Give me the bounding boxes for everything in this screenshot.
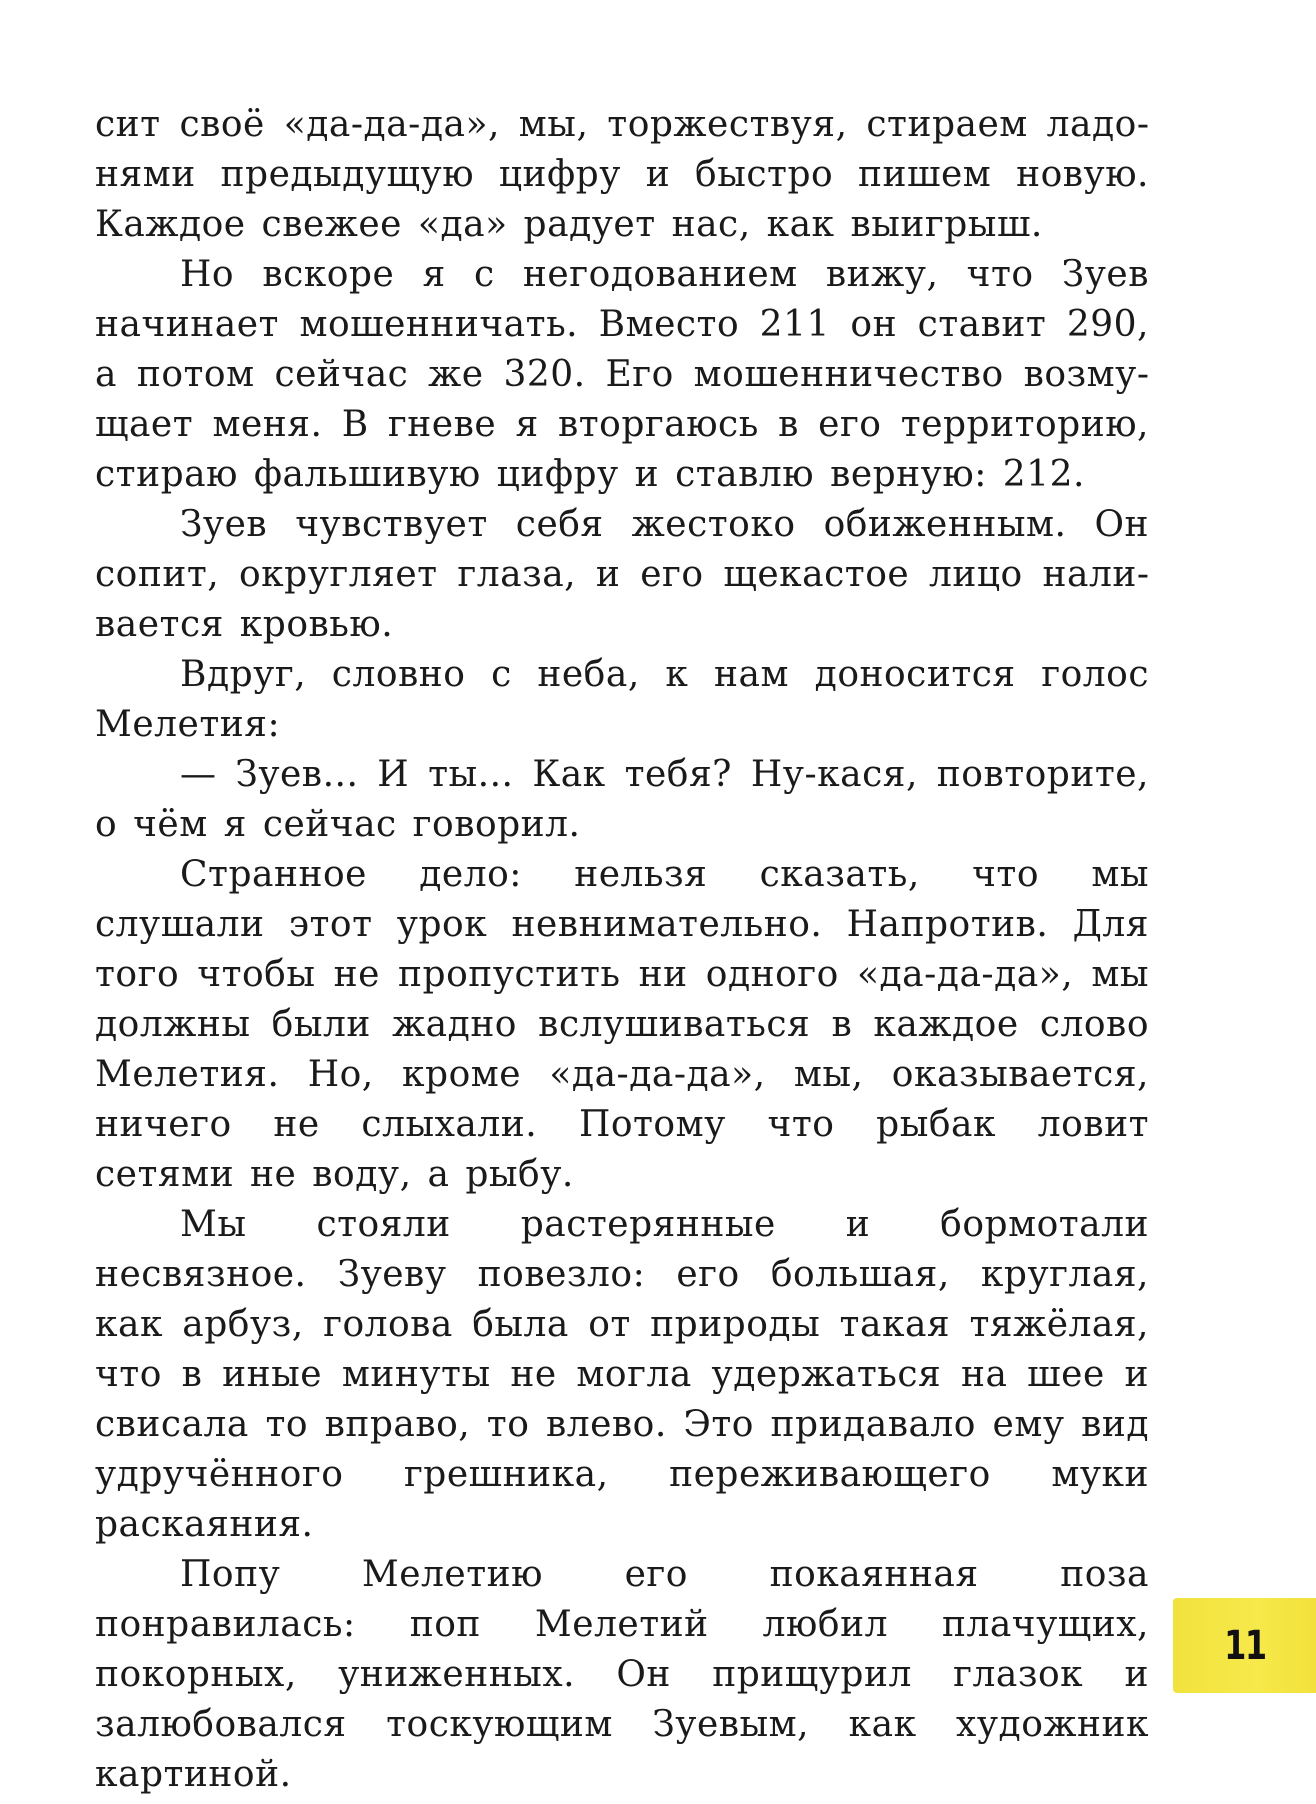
page-body (95, 100, 1149, 1800)
paragraph: сит своё «да-да-да», мы, торжествуя, стираем ладонями предыдущую цифру и быстро пишем новую. Каждое свежее «да» радует нас, как выигрыш. (95, 104, 1149, 245)
paragraph: Мы стояли растерянные и бормотали несвязное. Зуеву повезло: его большая, круглая, как арбуз, голова была от природы такая тяжёлая, что в иные минуты не могла удержаться на шее и свисала то вправо, то влево. Это придавало ему вид удручённого грешника, переживающего муки раскаяния. (95, 1204, 1149, 1545)
page-number-tab (1173, 1598, 1316, 1693)
paragraph: Попу Мелетию его покаянная поза понравилась: поп Мелетий любил плачущих, покорных, униженных. Он прищурил глазок и залюбовался тоскующим Зуевым, как художник картиной. (95, 1554, 1149, 1795)
paragraph: Странное дело: нельзя сказать, что мы слушали этот урок невнимательно. Напротив. Для того чтобы не пропустить ни одного «да-да-да», мы должны были жадно вслушиваться в каждое слово Мелетия. Но, кроме «да-да-да», мы, оказывается, ничего не слыхали. Потому что рыбак ловит сетями не воду, а рыбу. (95, 854, 1149, 1195)
paragraph: Зуев чувствует себя жестоко обиженным. Он сопит, округляет глаза, и его щекастое лицо наливается кровью. (95, 504, 1149, 645)
paragraph: Вдруг, словно с неба, к нам доносится голос Мелетия: (95, 654, 1149, 745)
paragraph: Но вскоре я с негодованием вижу, что Зуев начинает мошенничать. Вместо 211 он ставит 290, а потом сейчас же 320. Его мошенничество возмущает меня. В гневе я вторгаюсь в его территорию, стираю фальшивую цифру и ставлю верную: 212. (95, 254, 1149, 495)
page-number: 11 (1223, 1622, 1266, 1669)
dialogue-paragraph: — Зуев... И ты... Как тебя? Ну-кася, повторите, о чём я сейчас говорил. (95, 754, 1149, 845)
